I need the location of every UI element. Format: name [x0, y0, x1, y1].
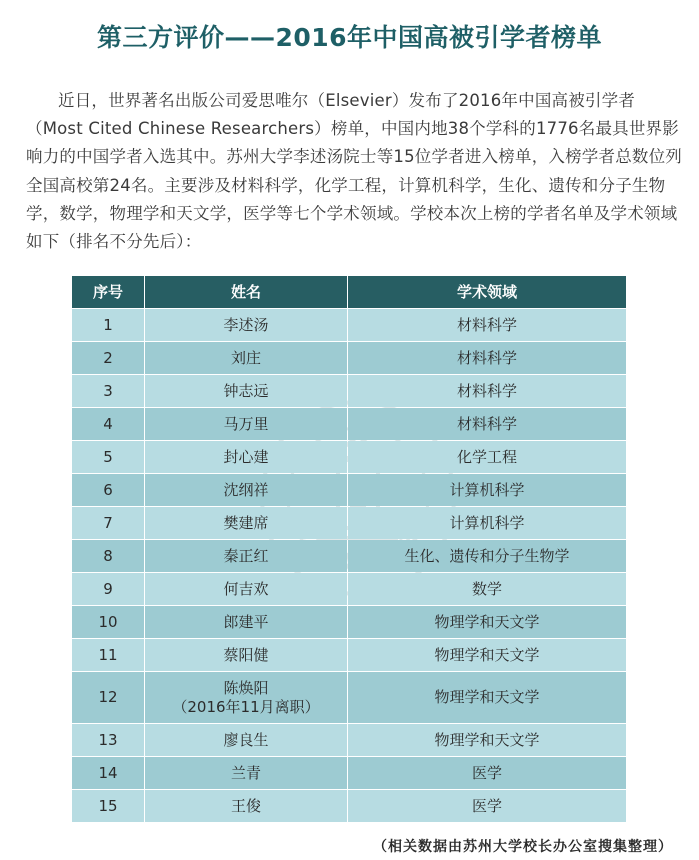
row-field: 物理学和天文学	[348, 606, 626, 638]
row-no: 1	[72, 309, 144, 341]
row-no: 10	[72, 606, 144, 638]
page-title: 第三方评价——2016年中国高被引学者榜单	[96, 23, 603, 52]
row-no: 8	[72, 540, 144, 572]
table-row	[72, 507, 626, 539]
row-name-cell	[145, 672, 347, 723]
row-no: 5	[72, 441, 144, 473]
table-row	[72, 757, 626, 789]
row-name-note: （2016年11月离职）	[172, 697, 320, 716]
row-name: 李述汤	[145, 309, 347, 341]
row-name: 刘庄	[145, 342, 347, 374]
row-field: 材料科学	[348, 375, 626, 407]
row-no: 6	[72, 474, 144, 506]
row-field: 材料科学	[348, 309, 626, 341]
header-name: 姓名	[145, 276, 347, 308]
row-no: 12	[72, 672, 144, 723]
table-row	[72, 540, 626, 572]
row-name: 钟志远	[145, 375, 347, 407]
table-header-row	[72, 276, 626, 308]
row-no: 4	[72, 408, 144, 440]
table-row	[72, 790, 626, 822]
table-row	[72, 639, 626, 671]
row-field: 材料科学	[348, 342, 626, 374]
row-name: 封心建	[145, 441, 347, 473]
row-no: 15	[72, 790, 144, 822]
row-field: 化学工程	[348, 441, 626, 473]
row-no: 9	[72, 573, 144, 605]
row-field: 物理学和天文学	[348, 672, 626, 723]
table-row	[72, 573, 626, 605]
table-row	[72, 441, 626, 473]
row-name: 廖良生	[145, 724, 347, 756]
row-field: 物理学和天文学	[348, 639, 626, 671]
row-name: 王俊	[145, 790, 347, 822]
intro-paragraph: 近日，世界著名出版公司爱思唯尔（Elsevier）发布了2016年中国高被引学者（Most Cited Chinese Researchers）榜单，中国内地38个学科的1776名最具世界影响力的中国学者入选其中。苏州大学李述汤院士等15位学者进入榜单，入榜学者总数位列全国高校第24名。主要涉及材料科学，化学工程，计算机科学，生化、遗传和分子生物学，数学，物理学和天文学，医学等七个学术领域。学校本次上榜的学者名单及学术领域如下（排名不分先后）：	[26, 91, 682, 252]
table-row	[72, 474, 626, 506]
row-field: 医学	[348, 790, 626, 822]
row-field: 物理学和天文学	[348, 724, 626, 756]
row-field: 医学	[348, 757, 626, 789]
row-field: 数学	[348, 573, 626, 605]
row-name: 何吉欢	[145, 573, 347, 605]
row-name: 兰青	[145, 757, 347, 789]
row-field: 计算机科学	[348, 474, 626, 506]
source-footnote: （相关数据由苏州大学校长办公室搜集整理）	[373, 839, 673, 855]
row-name: 樊建席	[145, 507, 347, 539]
row-no: 11	[72, 639, 144, 671]
row-no: 2	[72, 342, 144, 374]
table-row	[72, 672, 626, 723]
table-row	[72, 606, 626, 638]
table-row	[72, 309, 626, 341]
row-no: 7	[72, 507, 144, 539]
row-field: 计算机科学	[348, 507, 626, 539]
row-name: 陈焕阳	[223, 678, 269, 697]
header-field: 学术领域	[348, 276, 626, 308]
row-name: 郎建平	[145, 606, 347, 638]
row-no: 3	[72, 375, 144, 407]
row-name: 蔡阳健	[145, 639, 347, 671]
table-row	[72, 724, 626, 756]
table-row	[72, 408, 626, 440]
row-name: 沈纲祥	[145, 474, 347, 506]
researchers-table	[72, 276, 626, 823]
table-row	[72, 375, 626, 407]
row-name: 秦正红	[145, 540, 347, 572]
row-field: 材料科学	[348, 408, 626, 440]
row-no: 13	[72, 724, 144, 756]
row-field: 生化、遗传和分子生物学	[348, 540, 626, 572]
table-row	[72, 342, 626, 374]
row-no: 14	[72, 757, 144, 789]
row-name: 马万里	[145, 408, 347, 440]
header-no: 序号	[72, 276, 144, 308]
